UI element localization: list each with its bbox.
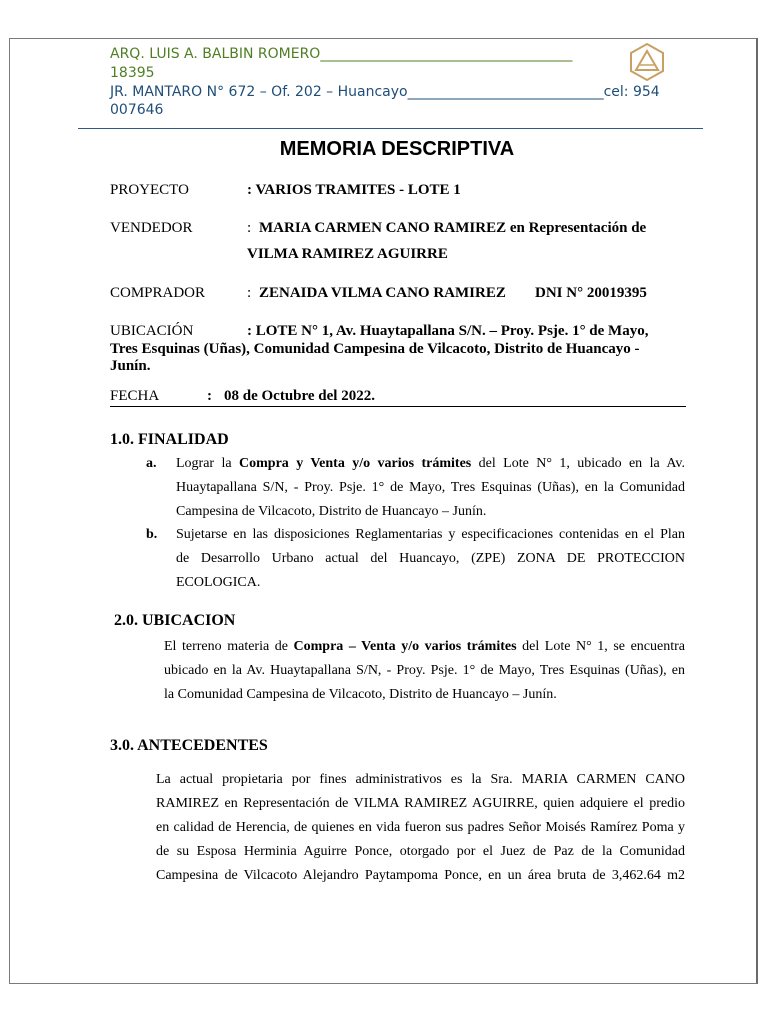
section-antecedentes-heading: 3.0. ANTECEDENTES [110,737,268,754]
comprador-dni: DNI N° 20019395 [535,285,647,301]
header-phone-cont: 007646 [110,102,164,118]
document-title: MEMORIA DESCRIPTIVA [279,138,515,160]
vendedor-label: VENDEDOR [110,220,193,236]
proyecto-label: PROYECTO [110,182,189,198]
ubicacion-value-line2: Tres Esquinas (Uñas), Comunidad Campesina de Vilcacoto, Distrito de Huancayo - [110,341,640,357]
list-letter-b: b. [146,527,158,542]
fecha-colon: : [207,388,212,404]
text-run: El terreno materia de [164,639,294,654]
text-line: Huaytapallana S/N, - Proy. Psje. 1° de Mayo, Tres Esquinas (Uñas), en la Comunidad [176,480,685,495]
text-line: RAMIREZ en Representación de VILMA RAMIREZ AGUIRRE, quien adquiere el predio [156,796,685,811]
list-letter-a: a. [146,456,157,471]
ubicacion-paragraph [164,635,685,707]
header-name-cont: 18395 [110,65,155,81]
bold-run: Compra – Venta y/o varios trámites [293,639,517,654]
header-address: JR. MANTARO N° 672 – Of. 202 – Huancayo____________________________cel: 954 [110,84,660,100]
text-line: ECOLOGICA. [176,575,261,590]
proyecto-value: : VARIOS TRAMITES - LOTE 1 [247,182,461,198]
section-ubicacion-heading: 2.0. UBICACION [114,612,236,629]
comprador-label: COMPRADOR [110,285,206,301]
text-line: ubicado en la Av. Huaytapallana S/N, - Proy. Psje. 1° de Mayo, Tres Esquinas (Uñas), en [164,663,685,678]
header-divider [78,128,703,129]
vendedor-colon: : [247,220,252,236]
comprador-value: ZENAIDA VILMA CANO RAMIREZ [259,285,506,301]
finalidad-item-b [176,523,685,595]
ubicacion-value-line1: : LOTE N° 1, Av. Huaytapallana S/N. – Proy. Psje. 1° de Mayo, [247,323,649,339]
vendedor-value-line1: MARIA CARMEN CANO RAMIREZ en Representación de [259,220,647,236]
section-finalidad-heading: 1.0. FINALIDAD [110,431,229,448]
antecedentes-paragraph [156,768,685,888]
text-run: Lograr la [176,456,240,471]
fecha-value: 08 de Octubre del 2022. [224,388,375,404]
text-line: La actual propietaria por fines administrativos es la Sra. MARIA CARMEN CANO [156,772,685,787]
fields-divider [110,406,686,407]
vendedor-value-line2: VILMA RAMIREZ AGUIRRE [247,246,448,262]
comprador-colon: : [247,285,252,301]
text-line: Sujetarse en las disposiciones Reglamentarias y especificaciones contenidas en el Plan [176,527,685,542]
text-line: Campesina de Vilcacoto Alejandro Paytampoma Ponce, en un área bruta de 3,462.64 m2 [156,868,685,883]
text-line: en calidad de Herencia, de quienes en vida fueron sus padres Señor Moisés Ramírez Poma y [156,820,685,835]
text-line: Campesina de Vilcacoto, Distrito de Huancayo – Junín. [176,504,487,519]
text-run: del Lote N° 1, ubicado en la Av. [471,456,685,471]
ubicacion-label: UBICACIÓN [110,323,194,339]
text-line: la Comunidad Campesina de Vilcacoto, Distrito de Huancayo – Junín. [164,687,557,702]
bold-run: Compra y Venta y/o varios trámites [239,456,472,471]
ubicacion-value-line3: Junín. [110,358,151,374]
text-run: del Lote N° 1, se encuentra [516,639,685,654]
text-line: de Desarrollo Urbano actual del Huancayo, (ZPE) ZONA DE PROTECCION [176,551,685,566]
fecha-label: FECHA [110,388,160,404]
header-name: ARQ. LUIS A. BALBIN ROMERO____________________________________ [110,46,573,62]
hexagon-triangle-logo-icon [628,42,666,82]
text-line: de su Esposa Herminia Aguirre Ponce, otorgado por el Juez de Paz de la Comunidad [156,844,685,859]
finalidad-item-a [176,452,685,524]
